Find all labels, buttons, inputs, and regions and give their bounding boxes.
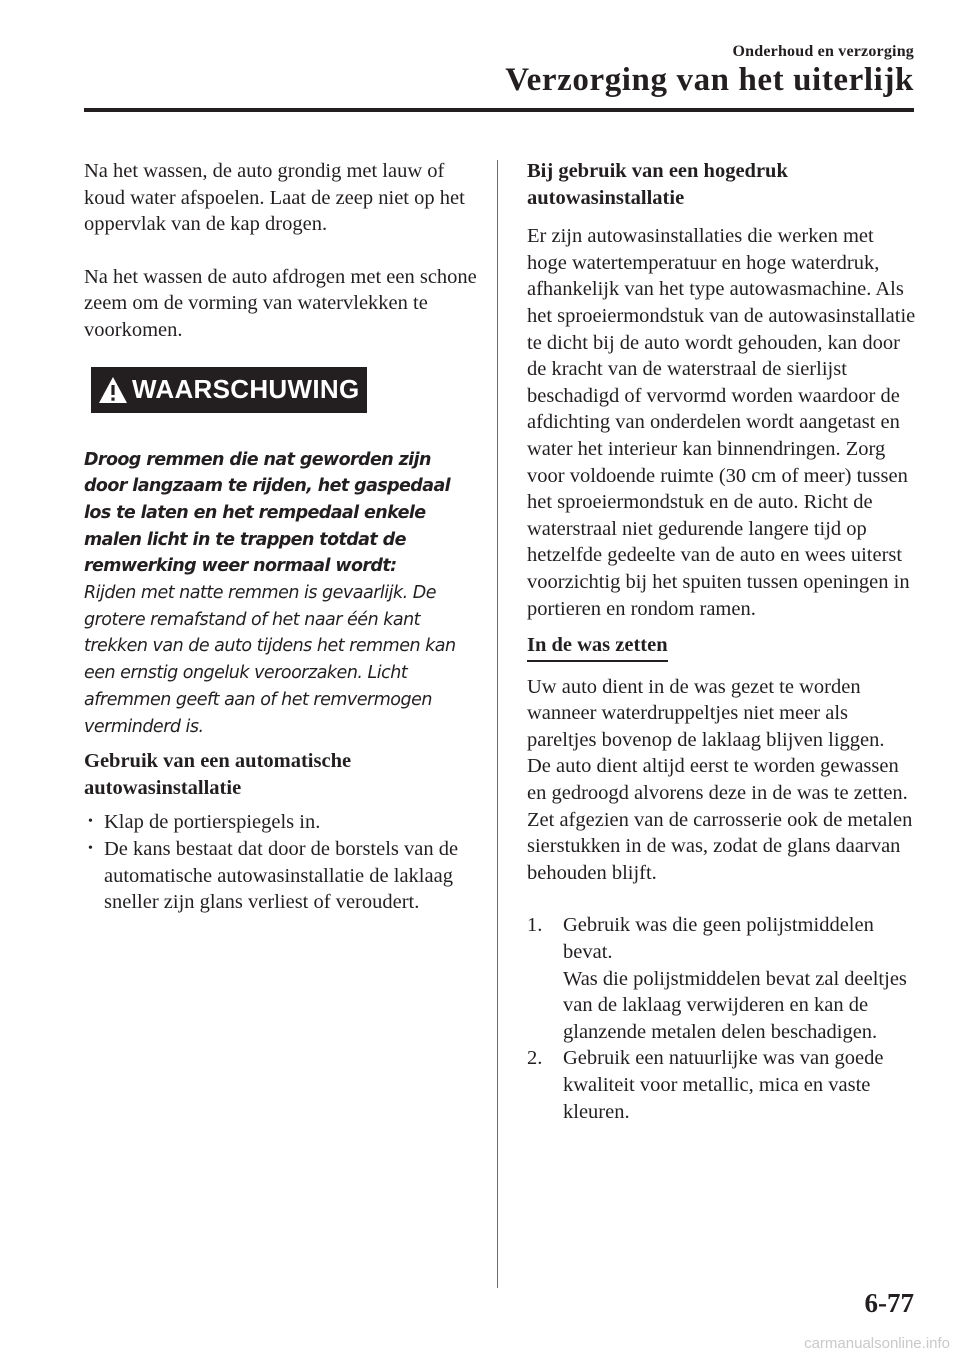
watermark: carmanualsonline.info xyxy=(804,1335,950,1352)
page-title: Verzorging van het uiterlijk xyxy=(505,62,914,98)
automatic-wash-heading: Gebruik van een automatische autowasinstallatie xyxy=(84,750,352,799)
warning-explanation: Rijden met natte remmen is gevaarlijk. De grotere remafstand of het naar één kant trekken van de auto tijdens het remmen kan een ernstig ongeluk veroorzaken. Licht afremmen geeft aan of het remvermogen verminderd is. xyxy=(84,583,456,737)
dry-paragraph: Na het wassen de auto afdrogen met een schone zeem om de vorming van watervlekken te voorkomen. xyxy=(84,265,477,341)
step-title: Gebruik een natuurlijke was van goede kwaliteit voor metallic, mica en vaste kleuren. xyxy=(563,1047,884,1123)
bullet-text: Klap de portierspiegels in. xyxy=(104,811,321,834)
bullet-text: De kans bestaat dat door de borstels van de automatische autowasinstallatie de laklaag sneller zijn glans verliest of veroudert. xyxy=(104,838,459,914)
step-title: Gebruik was die geen polijstmiddelen bevat. xyxy=(563,914,874,964)
right-column xyxy=(527,158,917,1125)
waxing-heading: In de was zetten xyxy=(527,632,668,662)
warning-body xyxy=(84,447,479,741)
waxing-paragraph: Uw auto dient in de was gezet te worden wanneer waterdruppeltjes niet meer als pareltjes bovenop de laklaag blijven liggen. xyxy=(527,675,885,751)
header-rule xyxy=(84,108,914,112)
warning-icon xyxy=(97,375,129,405)
column-divider xyxy=(497,160,498,1288)
left-column xyxy=(84,158,479,916)
high-pressure-paragraph: Er zijn autowasinstallaties die werken met hoge watertemperatuur en hoge waterdruk, afhankelijk van het type autowasmachine. Als het sproeiermondstuk van de autowasinstallatie te dicht bij de auto wordt gehouden, kan door de kracht van de waterstraal de sierlijst beschadigd of vervormd worden waardoor de afdichting van onderdelen wordt aangetast en water het interieur kan binnendringen. Zorg voor voldoende ruimte (30 cm of meer) tussen het sproeiermondstuk en de auto. Richt de waterstraal niet gedurende langere tijd op hetzelfde gedeelte van de auto en wees uiterst voorzichtig bij het spuiten tussen openingen in portieren en rondom ramen. xyxy=(527,225,916,620)
warning-badge xyxy=(91,367,367,413)
warning-label: WAARSCHUWING xyxy=(132,374,360,405)
rinse-paragraph: Na het wassen, de auto grondig met lauw of koud water afspoelen. Laat de zeep niet op het oppervlak van de kap drogen. xyxy=(84,160,465,236)
list-item xyxy=(88,809,479,836)
list-item xyxy=(527,912,917,1045)
waxing-paragraph-2: De auto dient altijd eerst te worden gewassen en gedroogd alvorens deze in de was te zetten. Zet afgezien van de carrosserie ook de metalen sierstukken in de was, zodat de glans daarvan behouden blijft. xyxy=(527,755,913,884)
high-pressure-heading: Bij gebruik van een hogedruk autowasinstallatie xyxy=(527,160,788,209)
bullet-list xyxy=(84,809,479,915)
numbered-list xyxy=(527,912,917,1125)
warning-instruction: Droog remmen die nat geworden zijn door langzaam te rijden, het gaspedaal los te laten en het rempedaal enkele malen licht in te trappen totdat de remwerking weer normaal wordt: xyxy=(84,449,451,577)
list-item xyxy=(88,836,479,916)
page-number: 6-77 xyxy=(864,1288,914,1318)
step-number: 2. xyxy=(527,1047,543,1070)
section-label: Onderhoud en verzorging xyxy=(732,43,914,60)
step-number: 1. xyxy=(527,914,543,937)
list-item xyxy=(527,1045,917,1125)
step-detail: Was die polijstmiddelen bevat zal deeltjes van de laklaag verwijderen en kan de glanzende metalen delen beschadigen. xyxy=(563,967,907,1043)
bullet-dot-icon: • xyxy=(88,841,93,857)
bullet-dot-icon: • xyxy=(88,814,93,830)
